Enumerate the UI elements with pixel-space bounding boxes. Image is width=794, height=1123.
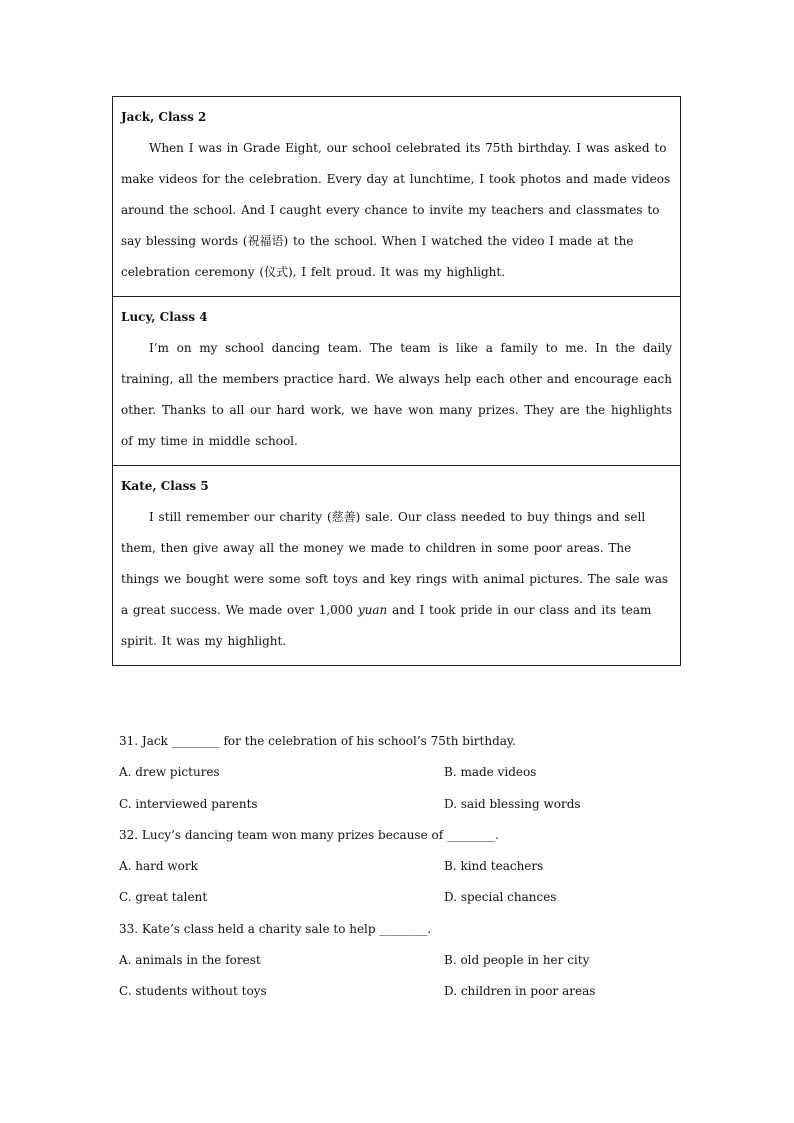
option-d: D. children in poor areas xyxy=(444,984,596,999)
option-b: B. old people in her city xyxy=(444,953,590,968)
question-stem: 33. Kate’s class held a charity sale to help ________. xyxy=(119,921,432,936)
option-a: A. hard work xyxy=(119,859,198,874)
passage-title: Jack, Class 2 xyxy=(121,110,207,124)
passage-lucy xyxy=(113,297,680,466)
question-stem: 32. Lucy’s dancing team won many prizes because of ________. xyxy=(119,827,499,842)
passage-text: I still remember our charity (慈善) sale. Our class needed to buy things and sell them, then give away all the money we made to children in some poor areas. The things we bought were some soft toys and key rings with animal pictures. The sale was a great success. We made over 1,000 yuan and I took pride in our class and its team spirit. It was my highlight. xyxy=(121,510,669,648)
passage-text: I’m on my school dancing team. The team is like a family to me. In the daily training, all the members practice hard. We always help each other and encourage each other. Thanks to all our hard work, we have won many prizes. They are the highlights of my time in middle school. xyxy=(121,341,672,448)
option-c: C. great talent xyxy=(119,890,208,905)
passage-title: Lucy, Class 4 xyxy=(121,310,208,324)
passage-jack xyxy=(113,97,680,297)
passages-table xyxy=(112,96,681,666)
option-c: C. students without toys xyxy=(119,984,267,999)
option-d: D. said blessing words xyxy=(444,796,581,811)
question-32 xyxy=(119,820,679,914)
option-d: D. special chances xyxy=(444,890,557,905)
option-a: A. drew pictures xyxy=(119,765,220,780)
option-a: A. animals in the forest xyxy=(119,953,261,968)
passage-text: When I was in Grade Eight, our school celebrated its 75th birthday. I was asked to make videos for the celebration. Every day at lunchtime, I took photos and made videos around the school. And I caught every chance to invite my teachers and classmates to say blessing words (祝福语) to the school. When I watched the video I made at the celebration ceremony (仪式), I felt proud. It was my highlight. xyxy=(121,141,671,279)
questions-list xyxy=(119,726,679,1008)
passage-title: Kate, Class 5 xyxy=(121,479,209,493)
option-b: B. made videos xyxy=(444,765,537,780)
question-33 xyxy=(119,914,679,1008)
question-31 xyxy=(119,726,679,820)
option-b: B. kind teachers xyxy=(444,859,544,874)
question-stem: 31. Jack ________ for the celebration of his school’s 75th birthday. xyxy=(119,734,516,748)
passage-kate xyxy=(113,466,680,665)
option-c: C. interviewed parents xyxy=(119,796,258,811)
